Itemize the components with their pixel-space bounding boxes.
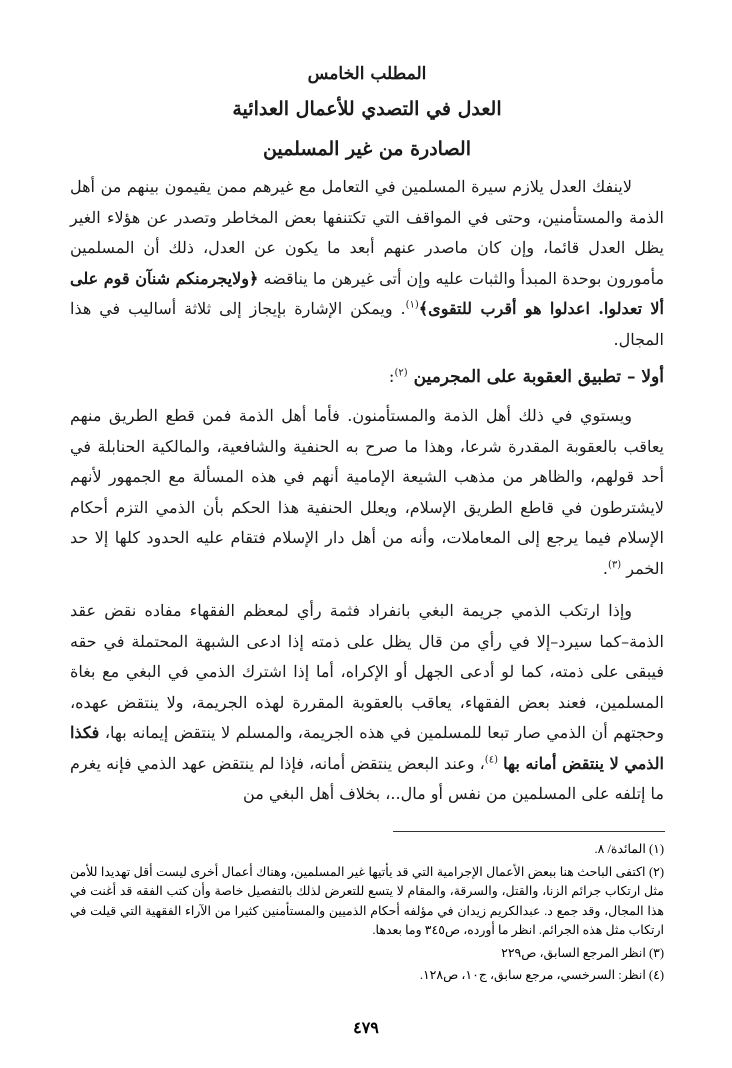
page-title: العدل في التصدي للأعمال العدائية	[232, 98, 502, 120]
section-label: المطلب الخامس	[307, 64, 427, 84]
paragraph-2-text-a: وإذا ارتكب الذمي جريمة البغي بانفراد فثمة رأي لمعظم الفقهاء مفاده نقض عقد الذمة–كما سيرد–إلا في رأي من قال يظل على ذمته إذا ادعى الشبهة المحتملة في حقه فيبقى على ذمته، كما لو أدعى الجهل أو الإكراه، أما إذا اشترك الذمي في البغي مع بغاة المسلمين، فعند بعض الفقهاء، يعاقب بالعقوبة المقررة لهذه الجريمة، ولا ينتقض عهده، وحجتهم أن الذمي صار تبعا للمسلمين في هذه الجريمة، والمسلم لا ينتقض إيمانه بها،	[70, 601, 664, 742]
page-number: ٤٧٩	[353, 1020, 379, 1037]
footnotes	[70, 840, 664, 989]
paragraph-2-bold: فكذا الذمي لا ينتقض أمانه بها	[70, 723, 664, 773]
footnote-4: (٤) انظر: السرخسي، مرجع سابق، ج١٠، ص١٢٨.	[419, 968, 664, 982]
footnote-3: (٣) انظر المرجع السابق، ص٢٢٩	[501, 945, 664, 960]
paragraph-1-end: .	[602, 558, 608, 578]
intro-tail: . ويمكن الإشارة بإيجاز إلى ثلاثة أساليب في هذا المجال.	[70, 299, 664, 349]
footnote-ref-1: (١)	[405, 299, 419, 311]
intro-paragraph	[70, 172, 664, 355]
footnote-divider	[393, 831, 665, 832]
page-subtitle: الصادرة من غير المسلمين	[262, 138, 472, 160]
paragraph-2-text-b: ، وعند البعض ينتقض أمانه، فإذا لم ينتقض عهد الذمي فإنه يغرم ما إتلفه على المسلمين من نفس أو مال..، بخلاف أهل البغي من	[70, 753, 664, 803]
quran-verse: ﴿ولايجرمنكم شنآن قوم على ألا تعدلوا. اعدلوا هو أقرب للتقوى﴾	[70, 268, 665, 318]
section-heading-1	[70, 363, 664, 391]
paragraph-2	[70, 596, 664, 810]
footnote-ref-4: (٤)	[484, 754, 498, 766]
intro-text: لاينفك العدل يلازم سيرة المسلمين في التعامل مع غيرهم ممن يقيمون بينهم من أهل الذمة والمستأمنين، وحتى في المواقف التي تكتنفها بعض المخاطر وتصدر عن هؤلاء الغير يظل العدل قائما، وإن كان ماصدر عنهم أبعد ما يكون عن العدل، ذلك أن المسلمين مأمورون بوحدة المبدأ والثبات عليه وإن أتى غيرهن ما يناقضه	[70, 177, 665, 288]
heading-block	[70, 62, 664, 162]
paragraph-1	[70, 401, 664, 584]
footnote-ref-2: (٢)	[394, 367, 408, 379]
section-heading-text: أولا – تطبيق العقوبة على المجرمين	[413, 367, 664, 387]
section-heading-suffix: :	[388, 367, 395, 387]
paragraph-1-text: ويستوي في ذلك أهل الذمة والمستأمنون. فأما أهل الذمة فمن قطع الطريق منهم يعاقب بالعقوبة المقدرة شرعا، وهذا ما صرح به الحنفية والشافعية، والمالكية الحنابلة في أحد قولهم، والظاهر من مذهب الشيعة الإمامية أنهم في هذه المسألة مع الجمهور لأنهم لايشترطون في قاطع الطريق الإسلام، ويعلل الحنفية هذا الحكم بأن الذمي التزم أحكام الإسلام فيما يرجع إلى المعاملات، وأنه من أهل دار الإسلام فتقام عليه الحدود كلها إلا حد الخمر	[70, 406, 664, 578]
footnote-1: (١) المائدة/ ٨.	[594, 842, 664, 856]
footnote-2: (٢) اكتفى الباحث هنا ببعض الأعمال الإجرامية التي قد يأتيها غير المسلمين، وهناك أعمال أخرى ليست أقل تهديدا للأمن مثل ارتكاب جرائم الزنا، والقتل، والسرقة، والمقام لا يتسع للتعرض لذلك بالتفصيل خاصة وأن كتب الفقه قد أغنت في هذا المجال، وقد جمع د. عبدالكريم زيدان في مؤلفه أحكام الذميين والمستأمنين كثيرا من الآراء الفقهية التي قيلت في ارتكاب مثل هذه الجرائم. انظر ما أورده، ص٣٤٥ وما بعدها.	[70, 864, 664, 937]
footnote-ref-3: (٣)	[607, 559, 622, 571]
